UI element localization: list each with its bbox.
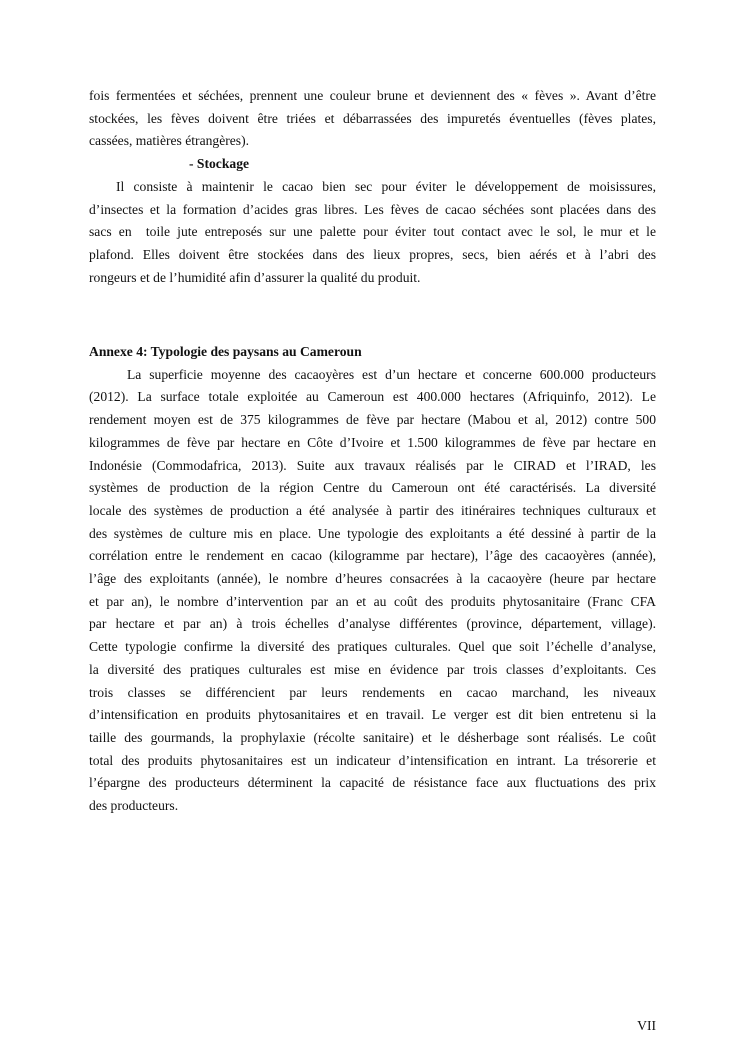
paragraph-line: taille des gourmands, la prophylaxie (récolte sanitaire) et le désherbage sont réalisés. Le coût [89,729,656,745]
paragraph-line: total des produits phytosanitaires est un indicateur d’intensification en intrant. La trésorerie et [89,752,656,768]
paragraph-line: d’intensification en produits phytosanitaires et en travail. Le verger est dit bien entretenu si la [89,707,656,723]
paragraph-line: sacs en toile jute entreposés sur une palette pour éviter tout contact avec le sol, le mur et le [89,224,656,240]
paragraph-line: plafond. Elles doivent être stockées dans des lieux propres, secs, bien aérés et à l’abri des [89,246,656,262]
paragraph-line: stockées, les fèves doivent être triées et débarrassées des impuretés éventuelles (fèves plates, [89,110,656,126]
paragraph-line: l’épargne des producteurs déterminent la capacité de résistance face aux fluctuations des prix [89,775,656,791]
paragraph-line: Cette typologie confirme la diversité des pratiques culturales. Quel que soit l’échelle d’analyse, [89,639,656,655]
paragraph-line: par hectare et par an) à trois échelles d’analyse différentes (province, département, village). [89,616,656,632]
annexe-heading: Annexe 4: Typologie des paysans au Cameroun [89,344,362,359]
paragraph-line: rongeurs et de l’humidité afin d’assurer la qualité du produit. [89,269,421,285]
paragraph-line: rendement moyen est de 375 kilogrammes de fève par hectare (Mabou et al, 2012) contre 500 [89,412,656,428]
section-storage [89,85,656,289]
section-annexe-4 [89,341,656,818]
paragraph-line: systèmes de production de la région Centre du Cameroun ont été caractérisés. La diversité [89,480,656,496]
paragraph-line: des producteurs. [89,798,179,814]
paragraph-line: trois classes se différencient par leurs rendements en cacao marchand, les niveaux [89,684,656,700]
paragraph-line: corrélation entre le rendement en cacao (kilogramme par hectare), l’âge des cacaoyères (année), [89,548,656,564]
paragraph-line: Indonésie (Commodafrica, 2013). Suite aux travaux réalisés par le CIRAD et l’IRAD, les [89,457,656,473]
paragraph-line: l’âge des exploitants (année), le nombre d’heures consacrées à la cacaoyère (heure par hectare [89,571,656,587]
page-number: VII [637,1018,656,1033]
paragraph-line: la diversité des pratiques culturales est mise en évidence par trois classes d’exploitants. Ces [89,661,656,677]
paragraph-line: Il consiste à maintenir le cacao bien sec pour éviter le développement de moisissures, [116,178,656,194]
paragraph-line: (2012). La surface totale exploitée au Cameroun est 400.000 hectares (Afriquinfo, 2012). Le [89,389,656,405]
subheading-stockage: - Stockage [189,156,250,172]
paragraph-line: fois fermentées et séchées, prennent une couleur brune et deviennent des « fèves ». Avant d’être [89,88,656,103]
paragraph-line: kilogrammes de fève par hectare en Côte d’Ivoire et 1.500 kilogrammes de fève par hectare en [89,434,656,450]
paragraph-line: et par an), le nombre d’intervention par an et au coût des produits phytosanitaire (Franc CFA [89,593,656,609]
paragraph-line: La superficie moyenne des cacaoyères est d’un hectare et concerne 600.000 producteurs [127,366,656,382]
paragraph-line: cassées, matières étrangères). [89,133,250,149]
paragraph-line: d’insectes et la formation d’acides gras libres. Les fèves de cacao séchées sont placées dans des [89,201,656,217]
paragraph-line: des systèmes de culture mis en place. Une typologie des exploitants a été dessiné à partir de la [89,525,656,541]
paragraph-line: locale des systèmes de production a été analysée à partir des itinéraires techniques culturaux et [89,502,656,518]
